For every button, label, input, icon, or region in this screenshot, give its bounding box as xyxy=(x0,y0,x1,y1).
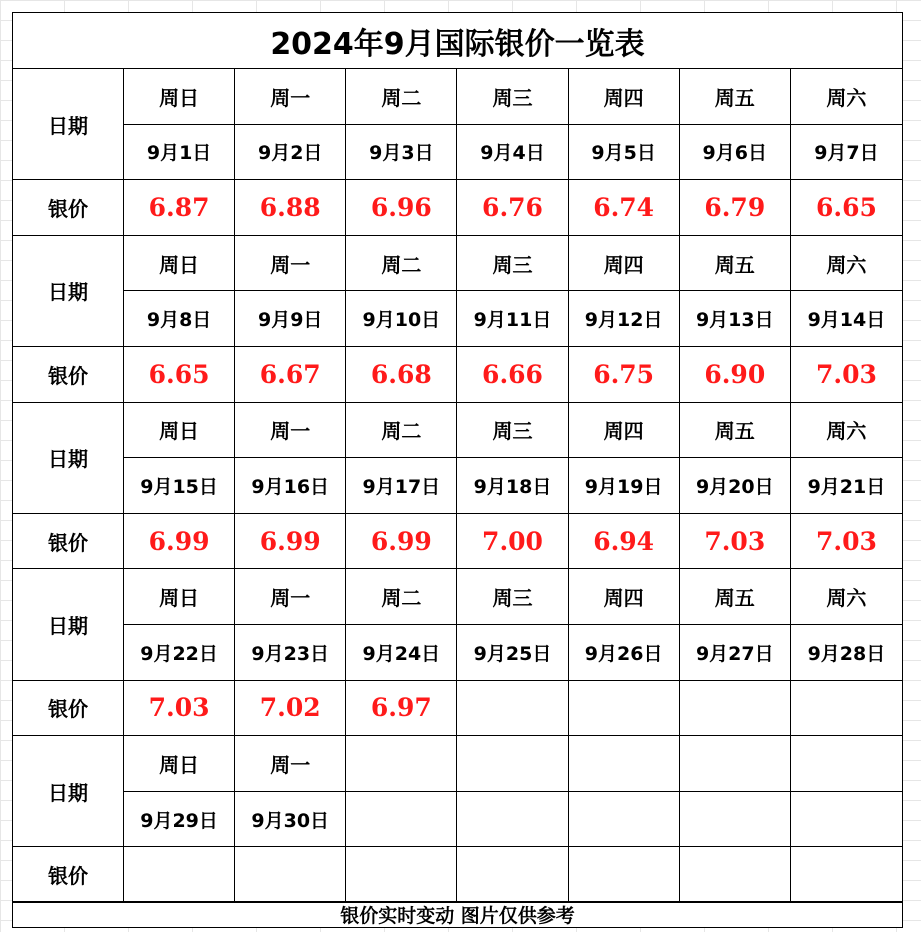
price-table xyxy=(12,12,903,928)
price-cell: 6.76 xyxy=(457,180,568,236)
date-row-label: 日期 xyxy=(13,236,124,347)
date-cell xyxy=(457,792,568,848)
weekday-cell: 周四 xyxy=(569,569,680,625)
table-title: 2024年9月国际银价一览表 xyxy=(13,13,902,69)
date-cell: 9月2日 xyxy=(235,125,346,181)
price-cell xyxy=(680,681,791,737)
weekday-cell: 周一 xyxy=(235,736,346,792)
price-cell: 6.90 xyxy=(680,347,791,403)
date-cell: 9月3日 xyxy=(346,125,457,181)
date-cell: 9月1日 xyxy=(124,125,235,181)
weekday-cell: 周五 xyxy=(680,403,791,459)
price-cell xyxy=(569,681,680,737)
price-cell: 7.03 xyxy=(680,514,791,570)
price-cell: 6.68 xyxy=(346,347,457,403)
date-cell: 9月6日 xyxy=(680,125,791,181)
weekday-cell xyxy=(680,736,791,792)
price-cell: 6.79 xyxy=(680,180,791,236)
weekday-cell: 周日 xyxy=(124,403,235,459)
date-cell: 9月21日 xyxy=(791,458,902,514)
weekday-cell: 周二 xyxy=(346,569,457,625)
price-row-label: 银价 xyxy=(13,514,124,570)
price-cell xyxy=(457,847,568,903)
price-cell: 7.02 xyxy=(235,681,346,737)
date-cell: 9月18日 xyxy=(457,458,568,514)
price-cell xyxy=(124,847,235,903)
price-cell: 6.66 xyxy=(457,347,568,403)
weekday-cell: 周二 xyxy=(346,403,457,459)
date-row-label: 日期 xyxy=(13,736,124,847)
weekday-cell: 周三 xyxy=(457,569,568,625)
weekday-cell: 周一 xyxy=(235,569,346,625)
weekday-cell: 周五 xyxy=(680,236,791,292)
price-cell: 7.03 xyxy=(791,514,902,570)
weekday-cell: 周一 xyxy=(235,403,346,459)
price-cell: 6.88 xyxy=(235,180,346,236)
weekday-cell: 周一 xyxy=(235,236,346,292)
weekday-cell: 周三 xyxy=(457,236,568,292)
weekday-cell: 周五 xyxy=(680,569,791,625)
weekday-cell xyxy=(346,736,457,792)
date-cell: 9月16日 xyxy=(235,458,346,514)
price-cell: 6.75 xyxy=(569,347,680,403)
price-cell: 6.87 xyxy=(124,180,235,236)
date-cell: 9月11日 xyxy=(457,291,568,347)
price-row-label: 银价 xyxy=(13,847,124,903)
table-footer: 银价实时变动 图片仅供参考 xyxy=(13,901,902,927)
price-row-label: 银价 xyxy=(13,681,124,737)
weekday-cell: 周五 xyxy=(680,69,791,125)
date-cell: 9月29日 xyxy=(124,792,235,848)
weekday-cell: 周三 xyxy=(457,403,568,459)
weekday-cell xyxy=(569,736,680,792)
price-cell: 6.65 xyxy=(791,180,902,236)
weekday-cell: 周日 xyxy=(124,569,235,625)
price-cell: 6.74 xyxy=(569,180,680,236)
price-row-label: 银价 xyxy=(13,180,124,236)
price-cell xyxy=(346,847,457,903)
date-cell: 9月27日 xyxy=(680,625,791,681)
price-cell xyxy=(235,847,346,903)
date-cell: 9月23日 xyxy=(235,625,346,681)
date-cell xyxy=(791,792,902,848)
price-cell: 6.97 xyxy=(346,681,457,737)
date-cell: 9月22日 xyxy=(124,625,235,681)
date-row-label: 日期 xyxy=(13,569,124,680)
weekday-cell: 周日 xyxy=(124,736,235,792)
price-row-label: 银价 xyxy=(13,347,124,403)
weekday-cell: 周六 xyxy=(791,569,902,625)
price-cell: 6.67 xyxy=(235,347,346,403)
date-cell: 9月24日 xyxy=(346,625,457,681)
weekday-cell: 周日 xyxy=(124,69,235,125)
date-cell: 9月4日 xyxy=(457,125,568,181)
date-cell xyxy=(346,792,457,848)
price-cell: 6.99 xyxy=(124,514,235,570)
date-cell xyxy=(680,792,791,848)
price-cell xyxy=(791,681,902,737)
date-cell: 9月20日 xyxy=(680,458,791,514)
date-cell: 9月17日 xyxy=(346,458,457,514)
table-grid xyxy=(13,69,902,903)
weekday-cell: 周六 xyxy=(791,69,902,125)
price-cell xyxy=(680,847,791,903)
date-row-label: 日期 xyxy=(13,403,124,514)
price-cell: 6.99 xyxy=(235,514,346,570)
weekday-cell: 周四 xyxy=(569,403,680,459)
date-cell: 9月30日 xyxy=(235,792,346,848)
date-cell: 9月5日 xyxy=(569,125,680,181)
price-cell xyxy=(457,681,568,737)
date-cell: 9月9日 xyxy=(235,291,346,347)
price-cell: 7.03 xyxy=(791,347,902,403)
date-row-label: 日期 xyxy=(13,69,124,180)
price-cell xyxy=(569,847,680,903)
date-cell: 9月25日 xyxy=(457,625,568,681)
weekday-cell: 周六 xyxy=(791,236,902,292)
price-cell: 7.03 xyxy=(124,681,235,737)
date-cell xyxy=(569,792,680,848)
date-cell: 9月12日 xyxy=(569,291,680,347)
weekday-cell xyxy=(791,736,902,792)
date-cell: 9月15日 xyxy=(124,458,235,514)
weekday-cell: 周二 xyxy=(346,236,457,292)
price-cell: 6.65 xyxy=(124,347,235,403)
date-cell: 9月8日 xyxy=(124,291,235,347)
weekday-cell: 周四 xyxy=(569,69,680,125)
price-cell xyxy=(791,847,902,903)
weekday-cell: 周六 xyxy=(791,403,902,459)
date-cell: 9月19日 xyxy=(569,458,680,514)
date-cell: 9月13日 xyxy=(680,291,791,347)
price-cell: 7.00 xyxy=(457,514,568,570)
price-cell: 6.99 xyxy=(346,514,457,570)
date-cell: 9月28日 xyxy=(791,625,902,681)
weekday-cell: 周二 xyxy=(346,69,457,125)
date-cell: 9月10日 xyxy=(346,291,457,347)
price-cell: 6.96 xyxy=(346,180,457,236)
date-cell: 9月26日 xyxy=(569,625,680,681)
weekday-cell: 周日 xyxy=(124,236,235,292)
date-cell: 9月7日 xyxy=(791,125,902,181)
weekday-cell: 周一 xyxy=(235,69,346,125)
date-cell: 9月14日 xyxy=(791,291,902,347)
weekday-cell xyxy=(457,736,568,792)
price-cell: 6.94 xyxy=(569,514,680,570)
weekday-cell: 周四 xyxy=(569,236,680,292)
weekday-cell: 周三 xyxy=(457,69,568,125)
